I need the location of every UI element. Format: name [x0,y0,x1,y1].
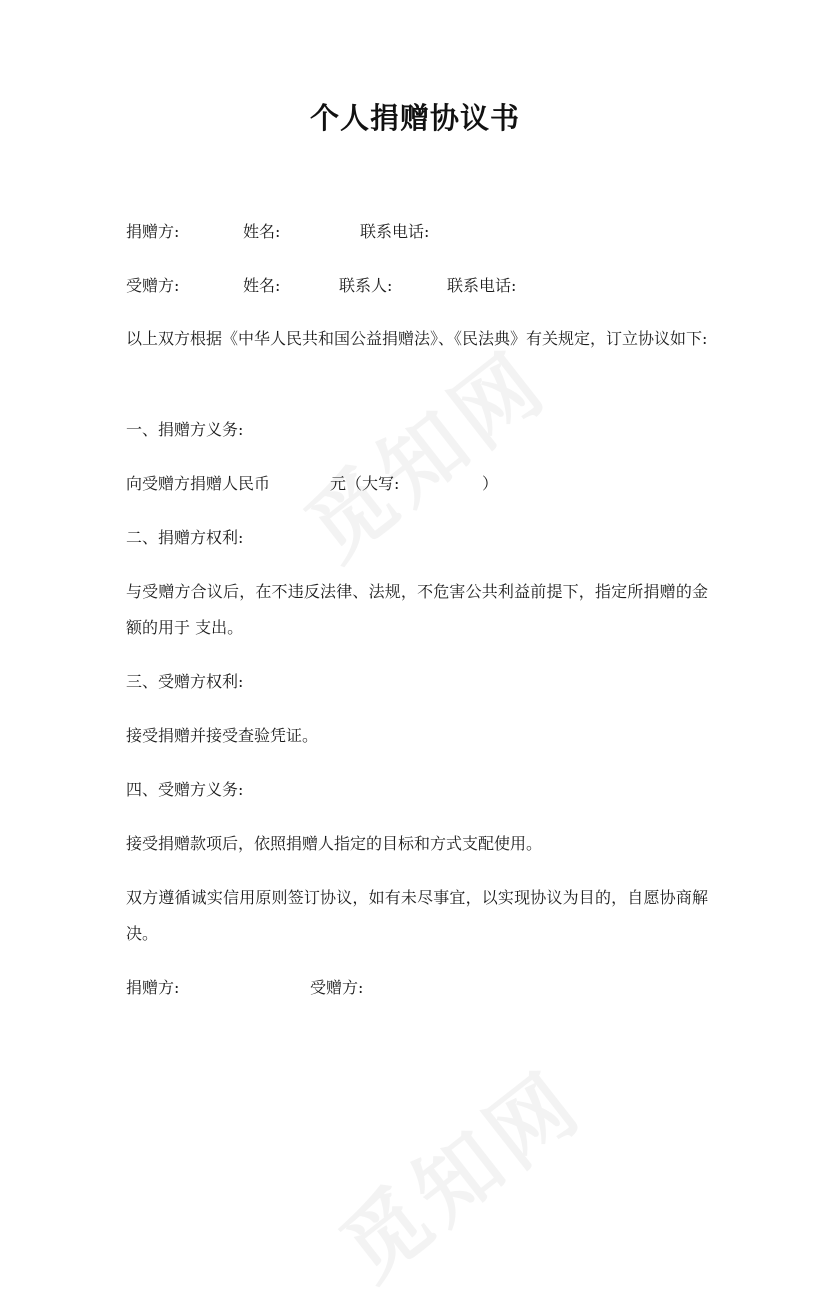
donor-label: 捐赠方: [126,222,180,241]
closing-paragraph: 双方遵循诚实信用原则签订协议，如有未尽事宜，以实现协议为目的，自愿协商解决。 [126,888,708,943]
donation-amount-line [126,474,726,494]
section2-heading: 二、捐赠方权利: [126,528,244,547]
section4-body: 接受捐赠款项后，依照捐赠人指定的目标和方式支配使用。 [126,834,543,853]
recipient-line [126,276,726,296]
section4-heading: 四、受赠方义务: [126,780,244,799]
section2-body: 与受赠方合议后，在不违反法律、法规，不危害公共利益前提下，指定所捐赠的金额的用于 支出。 [126,582,708,637]
section3-heading: 三、受赠方权利: [126,672,244,691]
recipient-phone-label: 联系电话: [447,276,517,295]
recipient-contact-label: 联系人: [339,276,393,295]
amount-close: ） [482,474,499,493]
recipient-name-label: 姓名: [243,276,281,295]
watermark [312,1038,604,1303]
signature-line [126,978,726,998]
section1-heading: 一、捐赠方义务: [126,420,244,439]
recipient-label: 受赠方: [126,276,180,295]
watermark [277,318,569,583]
document-title: 个人捐赠协议书 [309,101,520,135]
donor-name-label: 姓名: [243,222,281,241]
intro-paragraph: 以上双方根据《中华人民共和国公益捐赠法》、《民法典》有关规定，订立协议如下: [126,329,708,348]
donor-line [126,222,726,242]
amount-prefix: 向受赠方捐赠人民币 [126,474,271,493]
amount-suffix: 元（大写: [330,474,400,493]
signature-donor-label: 捐赠方: [126,978,180,997]
signature-recipient-label: 受赠方: [310,978,364,997]
section3-body: 接受捐赠并接受查验凭证。 [126,726,319,745]
donor-phone-label: 联系电话: [360,222,430,241]
